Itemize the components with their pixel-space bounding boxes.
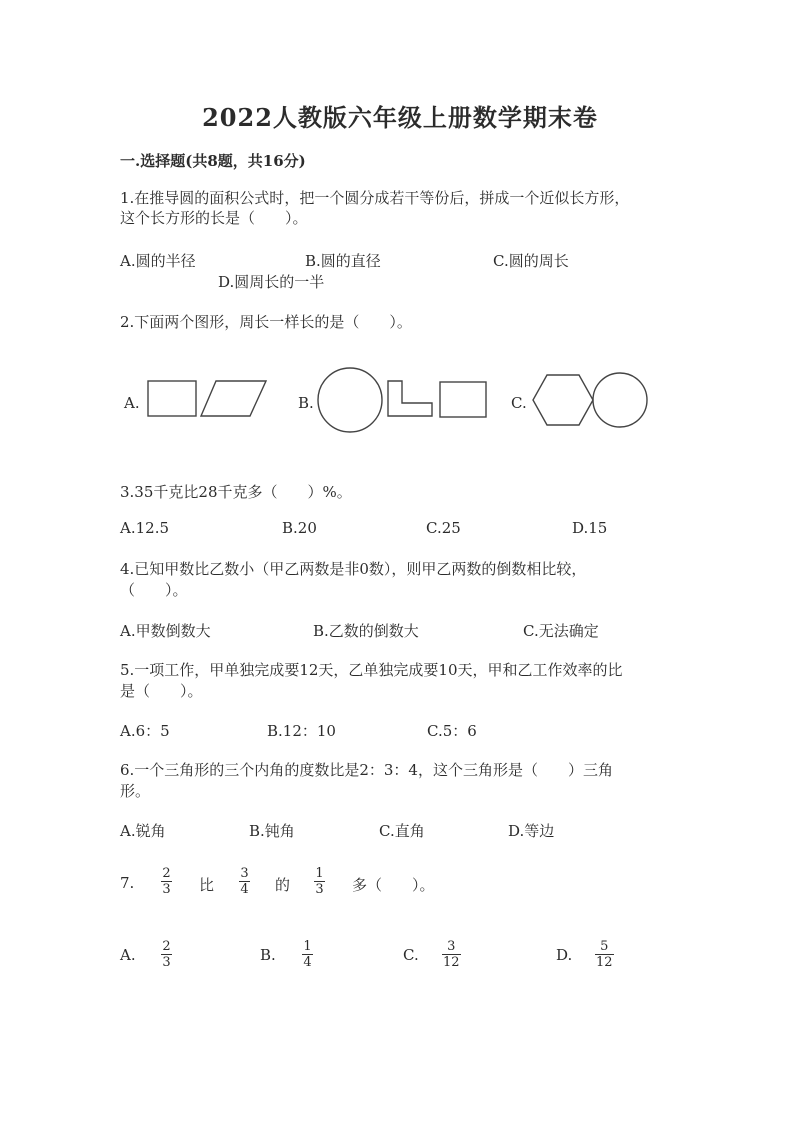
q7-option-c-label[interactable]: C. xyxy=(403,946,419,964)
denominator: 12 xyxy=(443,955,460,970)
q4-option-c[interactable]: C.无法确定 xyxy=(523,622,599,640)
q2-c-circle xyxy=(593,373,647,427)
q1-option-d[interactable]: D.圆周长的一半 xyxy=(218,273,325,291)
q7-option-b-fraction[interactable] xyxy=(302,939,313,970)
q7-word-duo: 多（ ）。 xyxy=(352,876,435,894)
q4-option-b[interactable]: B.乙数的倒数大 xyxy=(313,622,419,640)
q2-option-c-label[interactable]: C. xyxy=(511,394,527,412)
q3-option-d[interactable]: D.15 xyxy=(572,519,608,537)
question-5-line-2: 是（ ）。 xyxy=(120,682,203,700)
q3-option-b[interactable]: B.20 xyxy=(282,519,317,537)
q3-option-a[interactable]: A.12.5 xyxy=(120,519,169,537)
page-title: 2022人教版六年级上册数学期末卷 xyxy=(202,103,598,132)
q2-c-hexagon xyxy=(533,375,593,425)
numerator: 3 xyxy=(240,866,249,881)
q2-b-circle xyxy=(318,368,382,432)
q7-option-a-fraction[interactable] xyxy=(161,939,172,970)
q2-a-square xyxy=(148,381,196,416)
q7-option-d-label[interactable]: D. xyxy=(556,946,573,964)
question-4-line-1: 4.已知甲数比乙数小（甲乙两数是非0数），则甲乙两数的倒数相比较， xyxy=(120,560,587,578)
q6-option-b[interactable]: B.钝角 xyxy=(249,822,295,840)
question-4-line-2: （ ）。 xyxy=(120,581,188,599)
q2-option-a-label[interactable]: A. xyxy=(124,394,140,412)
section-heading: 一.选择题(共8题，共16分) xyxy=(120,152,306,170)
q3-option-c[interactable]: C.25 xyxy=(426,519,461,537)
question-5-line-1: 5.一项工作，甲单独完成要12天，乙单独完成要10天，甲和乙工作效率的比 xyxy=(120,661,623,679)
question-1-line-2: 这个长方形的长是（ ）。 xyxy=(120,209,308,227)
q5-option-c[interactable]: C.5：6 xyxy=(427,722,477,740)
q1-option-a[interactable]: A.圆的半径 xyxy=(120,252,196,270)
q7-fraction-2 xyxy=(239,866,250,897)
question-6-line-1: 6.一个三角形的三个内角的度数比是2：3：4，这个三角形是（ ）三角 xyxy=(120,761,613,779)
question-3-text: 3.35千克比28千克多（ ）%。 xyxy=(120,483,352,501)
q7-option-b-label[interactable]: B. xyxy=(260,946,276,964)
q7-fraction-3 xyxy=(314,866,325,897)
q1-option-b[interactable]: B.圆的直径 xyxy=(305,252,381,270)
q7-option-d-fraction[interactable] xyxy=(595,939,614,970)
q7-option-a-label[interactable]: A. xyxy=(120,946,136,964)
q5-option-b[interactable]: B.12：10 xyxy=(267,722,336,740)
q7-word-de: 的 xyxy=(275,876,291,894)
question-2-text: 2.下面两个图形，周长一样长的是（ ）。 xyxy=(120,313,412,331)
numerator: 1 xyxy=(303,939,312,954)
q7-option-c-fraction[interactable] xyxy=(442,939,461,970)
numerator: 2 xyxy=(162,866,171,881)
q5-option-a[interactable]: A.6：5 xyxy=(120,722,170,740)
q6-option-a[interactable]: A.锐角 xyxy=(120,822,166,840)
denominator: 3 xyxy=(315,882,324,897)
question-1-line-1: 1.在推导圆的面积公式时，把一个圆分成若干等份后，拼成一个近似长方形， xyxy=(120,189,630,207)
q7-fraction-1 xyxy=(161,866,172,897)
denominator: 4 xyxy=(240,882,249,897)
q7-word-bi: 比 xyxy=(199,876,215,894)
denominator: 12 xyxy=(596,955,613,970)
question-6-line-2: 形。 xyxy=(120,782,151,800)
q2-b-l-shape xyxy=(388,381,432,416)
q6-option-d[interactable]: D.等边 xyxy=(508,822,555,840)
numerator: 1 xyxy=(315,866,324,881)
q4-option-a[interactable]: A.甲数倒数大 xyxy=(120,622,211,640)
q2-option-b-label[interactable]: B. xyxy=(298,394,314,412)
numerator: 3 xyxy=(447,939,456,954)
question-7-number: 7. xyxy=(120,874,135,892)
denominator: 4 xyxy=(303,955,312,970)
q2-b-rectangle xyxy=(440,382,486,417)
q2-a-parallelogram xyxy=(201,381,266,416)
q1-option-c[interactable]: C.圆的周长 xyxy=(493,252,569,270)
q6-option-c[interactable]: C.直角 xyxy=(379,822,425,840)
denominator: 3 xyxy=(162,882,171,897)
denominator: 3 xyxy=(162,955,171,970)
numerator: 2 xyxy=(162,939,171,954)
numerator: 5 xyxy=(600,939,609,954)
